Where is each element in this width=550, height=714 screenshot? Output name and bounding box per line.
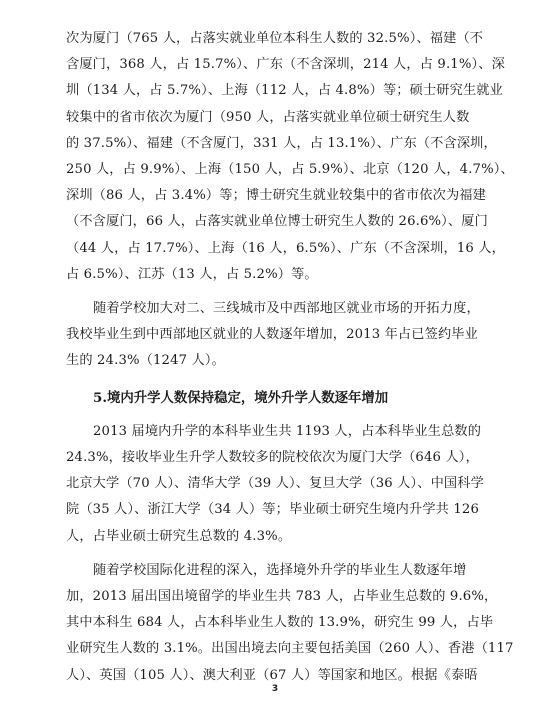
text-line: 2013 届境内升学的本科毕业生共 1193 人，占本科毕业生总数的 (93, 423, 482, 439)
section-heading: 5.境内升学人数保持稳定，境外升学人数逐年增加 (93, 389, 389, 406)
text-line: 人，占毕业硕士研究生总数的 4.3%。 (66, 528, 292, 544)
text-line: 占 6.5%）、江苏（13 人，占 5.2%）等。 (66, 266, 318, 282)
paragraph-spacer (66, 411, 494, 419)
text-line: （44 人，占 17.7%）、上海（16 人，6.5%）、广东（不含深圳，16 人， (66, 240, 505, 256)
page-number: 3 (271, 684, 279, 694)
text-line: 人）、英国（105 人）、澳大利亚（67 人）等国家和地区。根据《泰晤 (66, 667, 478, 683)
text-line: 250 人，占 9.9%）、上海（150 人，占 5.9%）、北京（120 人，4.7%）、 (66, 162, 514, 178)
text-line: 含厦门，368 人，占 15.7%）、广东（不含深圳，214 人，占 9.1%）、深 (66, 57, 505, 73)
paragraph-central-western (66, 296, 494, 375)
paragraph-spacer (66, 550, 494, 558)
paragraph-spacer (66, 375, 494, 385)
text-line: 较集中的省市依次为厦门（950 人，占落实就业单位硕士研究生人数 (66, 109, 470, 125)
paragraph-provincial-distribution (66, 26, 514, 288)
paragraph-spacer (66, 288, 494, 296)
text-line: 其中本科生 684 人，占本科毕业生人数的 13.9%，研究生 99 人，占毕 (66, 615, 494, 631)
text-line: 随着学校加大对二、三线城市及中西部地区就业市场的开拓力度， (93, 301, 480, 317)
text-line: 随着学校国际化进程的深入，选择境外升学的毕业生人数逐年增 (93, 562, 467, 578)
paragraph-domestic-study (66, 419, 494, 550)
text-line: 的 37.5%）、福建（不含厦门，331 人，占 13.1%）、广东（不含深圳， (66, 135, 497, 151)
document-body (66, 26, 514, 689)
text-line: 生的 24.3%（1247 人）。 (66, 353, 225, 369)
text-line: 业研究生人数的 3.1%。出国出境去向主要包括美国（260 人）、香港（117 (66, 641, 514, 657)
text-line: （不含厦门，66 人，占落实就业单位博士研究生人数的 26.6%）、厦门 (66, 214, 488, 230)
text-line: 深圳（86 人，占 3.4%）等；博士研究生就业较集中的省市依次为福建 (66, 188, 486, 204)
text-line: 北京大学（70 人）、清华大学（39 人）、复旦大学（36 人）、中国科学 (66, 476, 484, 492)
text-line: 院（35 人）、浙江大学（34 人）等；毕业硕士研究生境内升学共 126 (66, 502, 479, 518)
paragraph-overseas-study (66, 558, 514, 689)
text-line: 24.3%，接收毕业生升学人数较多的院校依次为厦门大学（646 人）， (66, 450, 479, 466)
text-line: 圳（134 人，占 5.7%）、上海（112 人，占 4.8%）等；硕士研究生就业 (66, 83, 503, 99)
text-line: 我校毕业生到中西部地区就业的人数逐年增加，2013 年占已签约毕业 (66, 327, 478, 343)
text-line: 加，2013 届出国出境留学的毕业生共 783 人，占毕业生总数的 9.6%， (66, 589, 498, 605)
text-line: 次为厦门（765 人，占落实就业单位本科生人数的 32.5%）、福建（不 (66, 31, 484, 46)
